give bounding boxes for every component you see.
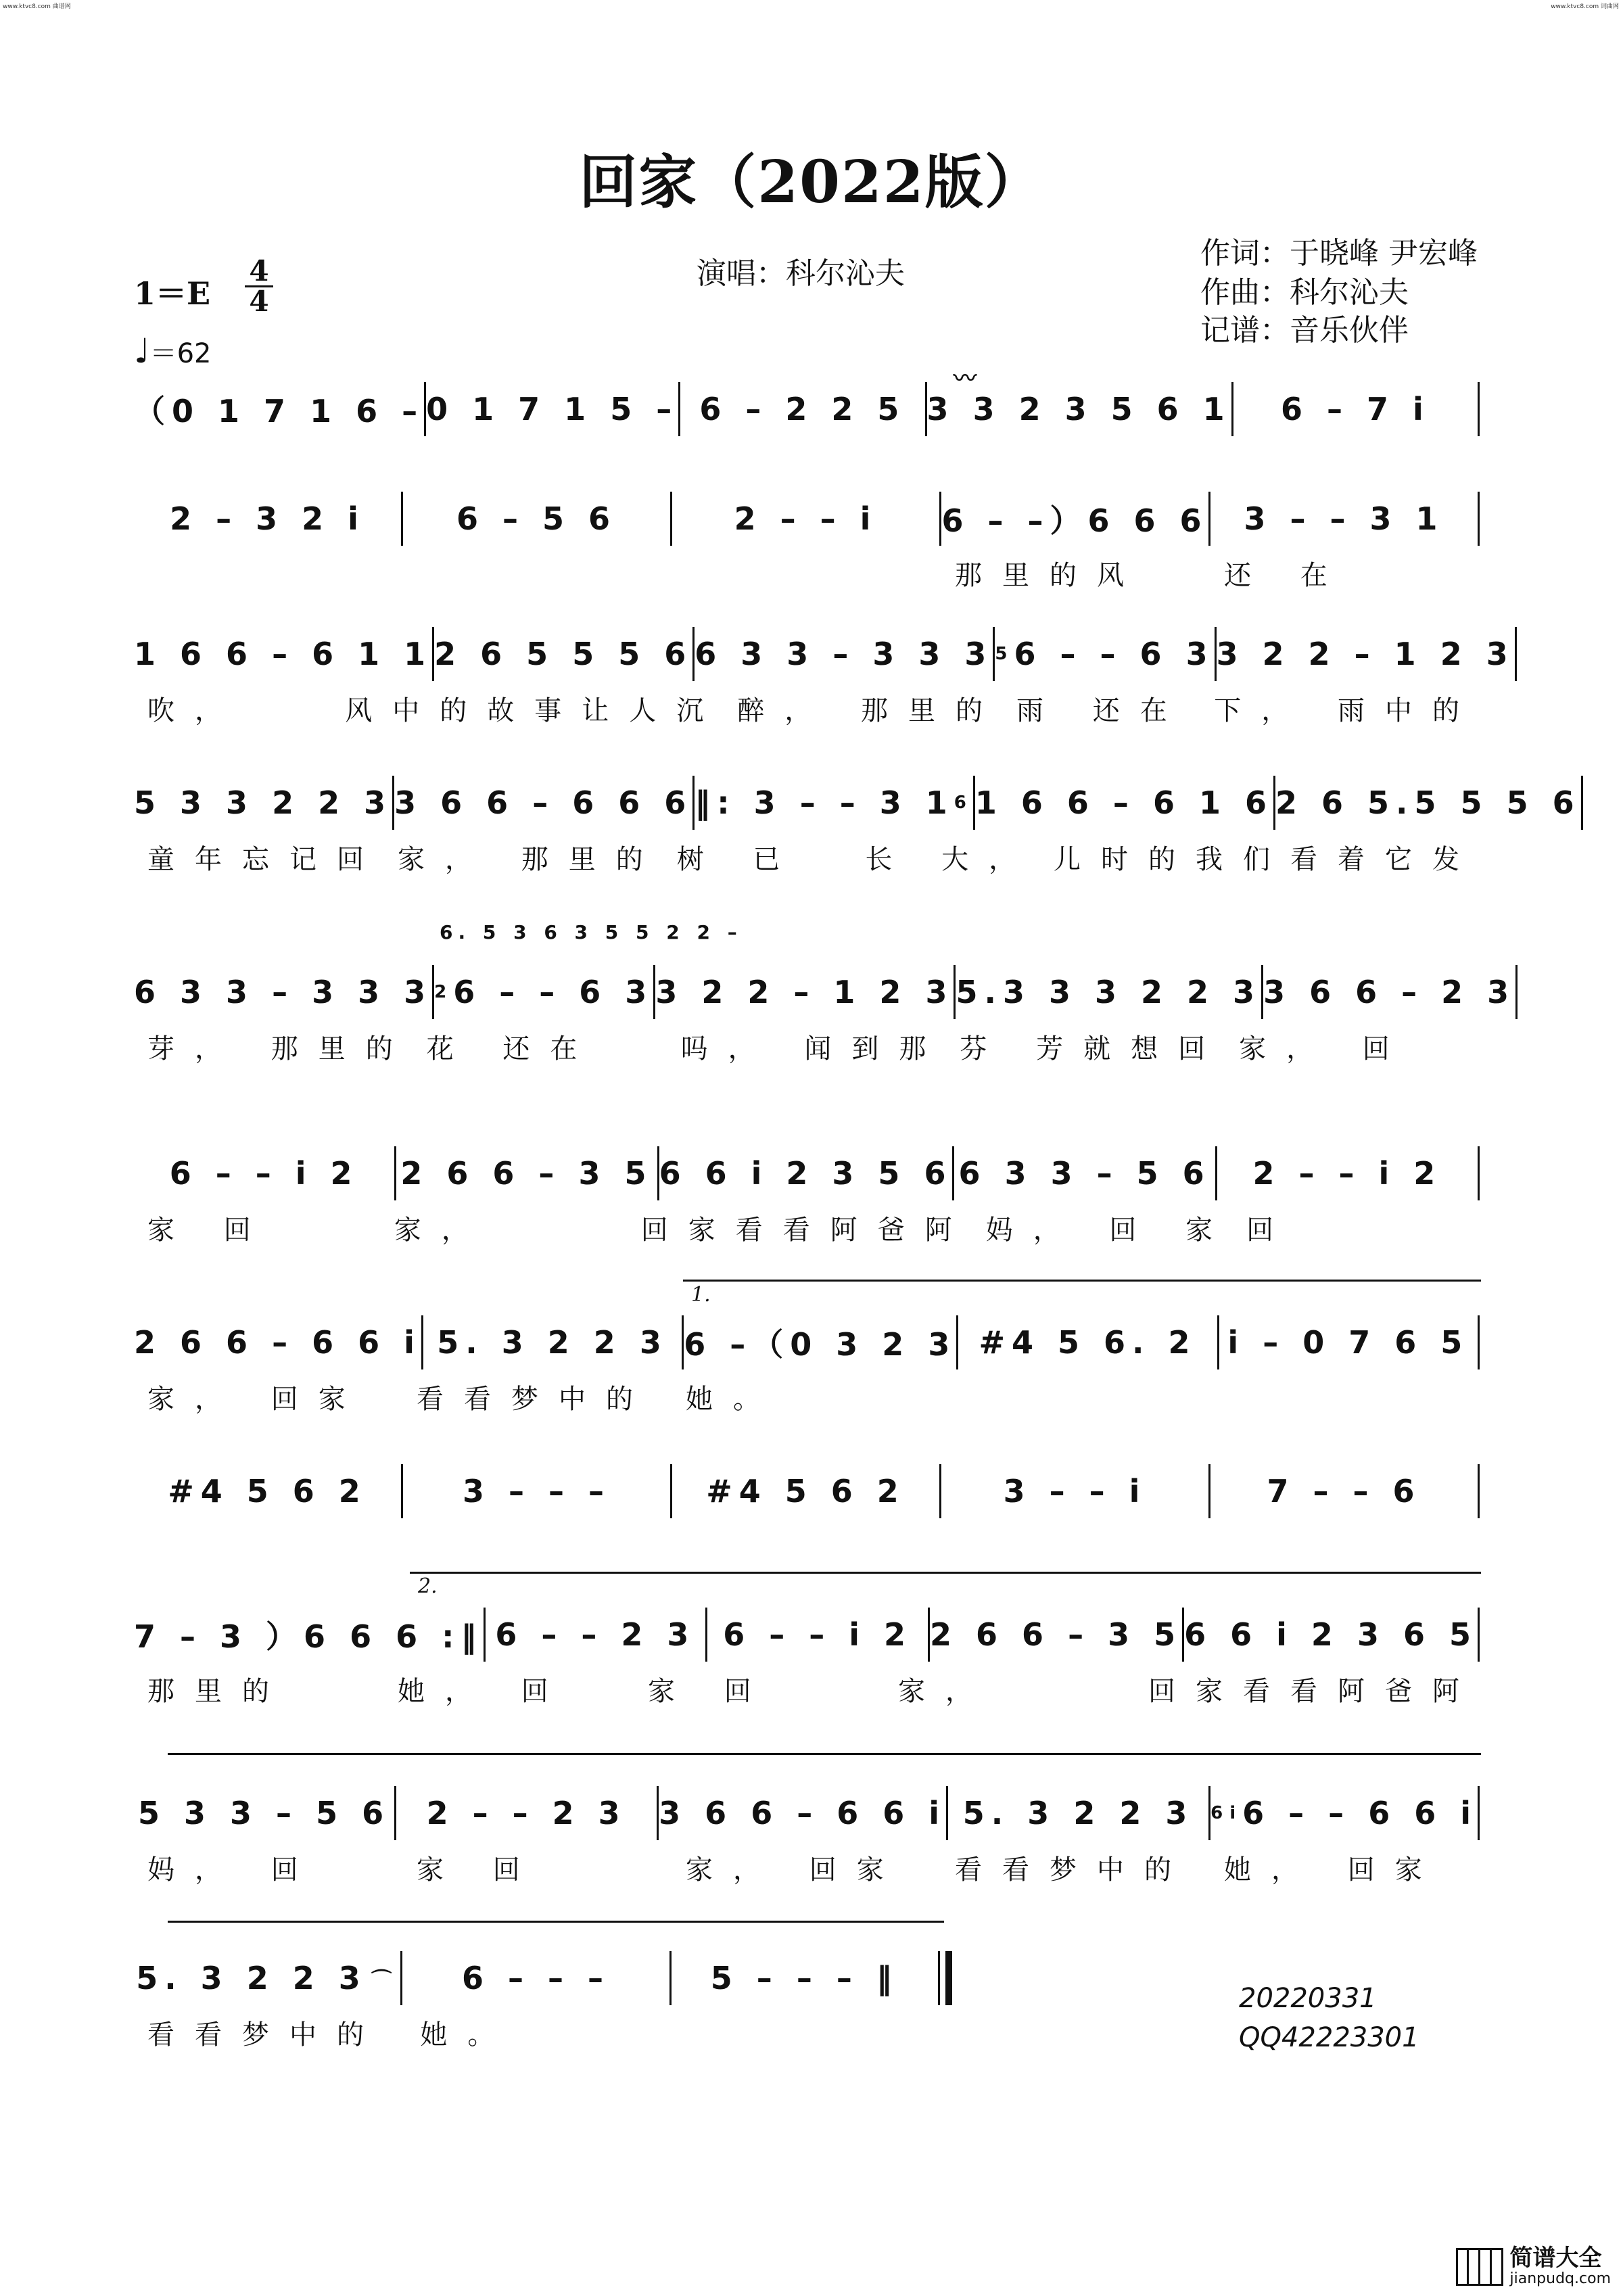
measure: 6 – –）6 6 6: [941, 502, 1208, 539]
tie-line-system-11: [168, 1921, 944, 1923]
measure: 3 2 2 – 1 2 3: [1216, 636, 1515, 672]
notes-row: [134, 772, 1581, 833]
measure: ‖: 3 – – 3 1 6: [695, 784, 973, 821]
notes-row: [134, 1783, 1480, 1844]
lyric: 家，: [898, 1675, 993, 1707]
lyric: 她， 回家: [1224, 1854, 1442, 1885]
system-6: [134, 1143, 1480, 1251]
notes-row: [134, 962, 1516, 1023]
logo-name: 简谱大全: [1509, 2245, 1602, 2272]
notes-row: [134, 1948, 952, 2009]
measure: 6 3 3 – 3 3 3: [134, 974, 433, 1010]
transcriber-credit: 记谱：音乐伙伴: [1200, 313, 1409, 348]
measure: 1 6 6 – 6 1 6: [974, 784, 1273, 821]
lyric: 树 已: [676, 843, 801, 875]
measure: 5. 3 2 2 3: [962, 1795, 1194, 1831]
ossia-overline-notes: 6. 5 3 6 3 5 5 2 2 –: [440, 921, 743, 943]
measure: 2 6 5.5 5 5 6: [1275, 784, 1581, 821]
tempo-marking: [134, 331, 212, 371]
time-signature: [245, 254, 273, 318]
qq-number: QQ42223301: [1239, 2022, 1419, 2053]
measure: 5 6 – – 6 3: [995, 636, 1215, 672]
measure: 3 3 2 3 5 6 1: [926, 391, 1231, 427]
volta-1-bracket: [683, 1280, 1481, 1282]
lyric: 回家看看阿爸阿: [1148, 1675, 1480, 1707]
lyric: 吗， 闻到那: [680, 1033, 947, 1064]
lyrics-row: [134, 1204, 1480, 1251]
lyric: 家 回: [147, 1214, 271, 1246]
grace-note: 2: [434, 982, 454, 1002]
system-4: [134, 772, 1581, 881]
lyrics-row: [134, 684, 1480, 732]
volta-2: 2.: [418, 1574, 438, 1598]
measure: 6 – – –: [461, 1960, 611, 1996]
measure: 2 6 6 – 6 6 i: [134, 1324, 421, 1361]
lyric: 雨 还在: [1016, 695, 1187, 726]
measure: 6 3 3 – 3 3 3: [695, 636, 993, 672]
lyric: 家， 回: [1239, 1033, 1410, 1064]
lyric: 还 在: [1224, 559, 1348, 591]
time-signature-bottom: 4: [249, 285, 269, 318]
measure: 6 3 3 – 5 6: [958, 1155, 1211, 1192]
lyric: 吹，: [147, 695, 242, 726]
piano-icon: [1456, 2248, 1503, 2286]
lyrics-row: [134, 2009, 952, 2056]
measure: 2 – – 2 3: [426, 1795, 627, 1831]
lyrics-row: [134, 1665, 1480, 1712]
lyric: 她， 回: [398, 1675, 569, 1707]
lyrics-row: [134, 549, 1480, 596]
lyric: 芬 芳就想回: [960, 1033, 1226, 1064]
volta-2-bracket: [410, 1572, 1481, 1574]
measure: 3 – – i: [1003, 1473, 1147, 1509]
system-7: [134, 1312, 1480, 1420]
lyric: 看看梦中的: [417, 1383, 653, 1415]
system-8: [134, 1461, 1480, 1522]
tempo-value: ＝62: [149, 338, 212, 369]
measure: 3 – – –: [462, 1473, 611, 1509]
logo-url: jianpudq.com: [1509, 2270, 1611, 2287]
lyric: 儿时的我们看着它发: [1054, 843, 1480, 875]
volta-1: 1.: [691, 1283, 711, 1307]
lyric: 家， 回家: [147, 1383, 366, 1415]
lyric: 她。: [420, 2019, 515, 2051]
lyric: 那里的: [147, 1675, 289, 1707]
lyric: 家， 回家: [686, 1854, 904, 1885]
system-1: [134, 379, 1480, 440]
measure: 6 – – i 2: [723, 1616, 913, 1653]
lyric: 家， 那里的: [398, 843, 663, 875]
notes-row: [134, 1312, 1480, 1373]
notes-row: [134, 488, 1480, 549]
ornament-mark: 〰: [954, 365, 977, 392]
system-9: [134, 1604, 1480, 1712]
song-title: 回家（2022版）: [579, 148, 1044, 216]
measure: 0 1 7 1 5 –: [426, 391, 679, 427]
measure: 3 2 2 – 1 2 3: [655, 974, 954, 1010]
measure: （0 1 7 1 6 –: [134, 393, 425, 429]
grace-note: 5: [995, 644, 1014, 664]
measure: #4 5 6 2: [706, 1473, 905, 1509]
lyrics-row: [134, 1373, 1480, 1420]
fermata-icon: ⌒: [371, 1969, 399, 1992]
tie-line-system-10: [168, 1753, 1481, 1755]
measure: 6 6 i 2 3 6 5: [1184, 1616, 1478, 1653]
measure: 1 6 6 – 6 1 1: [134, 636, 433, 672]
date-stamp: 20220331: [1239, 1983, 1377, 2014]
lyric: 家 回: [648, 1675, 772, 1707]
measure: 6 – – i 2: [169, 1155, 359, 1192]
lyrics-row: [134, 1023, 1480, 1070]
header-tiny-left: www.ktvc8.com 曲谱网: [3, 3, 71, 10]
lyric: 家，: [394, 1214, 489, 1246]
system-10: [134, 1783, 1480, 1891]
system-5: [134, 962, 1516, 1070]
quarter-note-icon: ♩: [134, 331, 150, 371]
measure: 2 6 6 – 3 5: [930, 1616, 1183, 1653]
composer-credit: 作曲：科尔沁夫: [1200, 275, 1409, 310]
lyrics-row: [134, 833, 1480, 881]
lyric: 她。: [686, 1383, 780, 1415]
lyric: 那里的风: [955, 559, 1144, 591]
singer-credit: 演唱：科尔沁夫: [697, 256, 905, 291]
measure: i – 0 7 6 5: [1227, 1324, 1469, 1361]
lyric: 看看梦中的: [147, 2019, 384, 2051]
time-signature-top: 4: [249, 254, 269, 287]
lyric: 花 还在: [426, 1033, 598, 1064]
system-3: [134, 624, 1515, 732]
lyric: 风中的故事让人沉: [345, 695, 724, 726]
measure: 6 – 7 i: [1280, 391, 1430, 427]
measure: 2 – – i 2: [1252, 1155, 1442, 1192]
notes-row: [134, 624, 1515, 684]
measure: 5 3 3 2 2 3: [134, 784, 393, 821]
lyricist-credit: 作词：于晓峰 尹宏峰: [1200, 236, 1478, 271]
measure: 5. 3 2 2 3 ⌒: [136, 1960, 399, 1996]
system-11: [134, 1948, 952, 2056]
lyric: 家 回: [417, 1854, 540, 1885]
measure: 2 – 3 2 i: [170, 500, 365, 537]
grace-note: 6: [954, 793, 973, 813]
lyric: 长 大，: [865, 843, 1037, 875]
notes-row: [134, 1604, 1480, 1665]
notes-row: [134, 379, 1480, 440]
lyric: 芽， 那里的: [147, 1033, 413, 1064]
notes-row: [134, 1143, 1480, 1204]
measure: 5 – – – ‖: [710, 1960, 899, 1996]
measure: 2 6 6 – 3 5: [400, 1155, 653, 1192]
measure: #4 5 6 2: [168, 1473, 367, 1509]
lyric: 回家看看阿爸阿: [640, 1214, 972, 1246]
measure: 6 –（0 3 2 3: [684, 1326, 957, 1363]
measure: 2 6 – – 6 3: [434, 974, 654, 1010]
measure: 7 – 3 ）6 6 6 :‖: [134, 1618, 484, 1655]
measure: 6 – 5 6: [456, 500, 617, 537]
measure: 6 – – 2 3: [495, 1616, 696, 1653]
measure: 5. 3 2 2 3: [437, 1324, 668, 1361]
measure: 2 – – i: [734, 500, 878, 537]
lyrics-row: [134, 1844, 1480, 1891]
header-tiny-right: www.ktvc8.com 词曲网: [1551, 3, 1619, 10]
measure: 3 6 6 – 6 6 6: [394, 784, 693, 821]
measure: 3 6 6 – 6 6 i: [659, 1795, 947, 1831]
measure: 5 3 3 – 5 6: [137, 1795, 391, 1831]
lyric: 回: [1246, 1214, 1294, 1246]
measure: 6 – 2 2 5: [699, 391, 906, 427]
measure: 3 6 6 – 2 3: [1263, 974, 1516, 1010]
measure: 2 6 5 5 5 6: [434, 636, 693, 672]
measure: #4 5 6. 2: [979, 1324, 1197, 1361]
measure: 3 – – 3 1: [1244, 500, 1444, 537]
measure: 5.3 3 3 2 2 3: [956, 974, 1262, 1010]
lyric: 妈， 回: [147, 1854, 319, 1885]
notes-row: [134, 1461, 1480, 1522]
measure: 7 – – 6: [1267, 1473, 1421, 1509]
lyric: 下， 雨中的: [1214, 695, 1480, 726]
lyric: 看看梦中的: [955, 1854, 1192, 1885]
site-logo[interactable]: [1456, 2247, 1611, 2287]
grace-note: 6i: [1210, 1803, 1243, 1823]
key-signature: 1＝E: [134, 275, 211, 312]
lyric: 童年忘记回: [147, 843, 384, 875]
lyric: 醉， 那里的: [737, 695, 1003, 726]
measure: 6i 6 – – 6 6 i: [1210, 1795, 1478, 1831]
lyric: 妈， 回 家: [985, 1214, 1233, 1246]
measure: 6 6 i 2 3 5 6: [659, 1155, 953, 1192]
system-2: [134, 488, 1480, 596]
